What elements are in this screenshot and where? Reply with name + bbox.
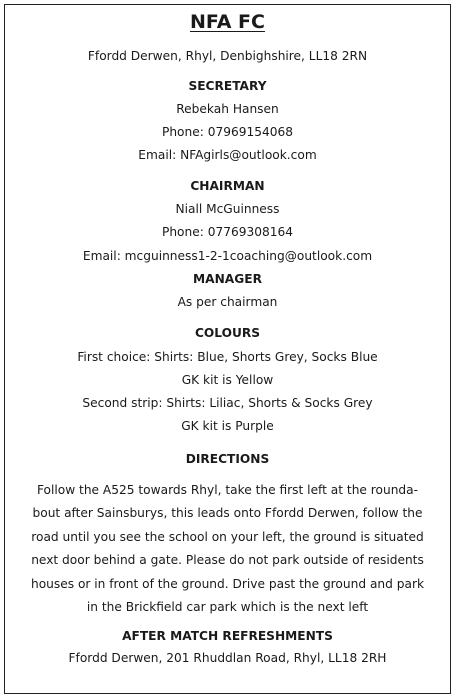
colours-second-gk: GK kit is Purple bbox=[181, 419, 274, 433]
refreshments-heading: AFTER MATCH REFRESHMENTS bbox=[122, 629, 333, 643]
chairman-phone: Phone: 07769308164 bbox=[161, 225, 294, 239]
directions-line: in the Brickfield car park which is the next left bbox=[86, 600, 369, 615]
secretary-email: Email: NFAgirls@outlook.com bbox=[138, 148, 317, 162]
directions-line: road until you see the school on your left, the ground is situated bbox=[31, 529, 424, 544]
manager-text: As per chairman bbox=[177, 295, 278, 309]
club-info-card bbox=[4, 4, 451, 694]
colours-first-gk: GK kit is Yellow bbox=[181, 373, 274, 387]
secretary-phone: Phone: 07969154068 bbox=[161, 125, 294, 139]
directions-line: next door behind a gate. Please do not park outside of residents bbox=[31, 553, 424, 568]
chairman-name: Niall McGuinness bbox=[175, 202, 280, 216]
secretary-name: Rebekah Hansen bbox=[176, 102, 279, 116]
colours-heading: COLOURS bbox=[194, 326, 261, 340]
chairman-email: Email: mcguinness1-2-1coaching@outlook.com bbox=[82, 249, 373, 263]
refreshments-address: Ffordd Derwen, 201 Rhuddlan Road, Rhyl, LL18 2RH bbox=[68, 651, 387, 665]
colours-first-choice: First choice: Shirts: Blue, Shorts Grey, Socks Blue bbox=[77, 350, 378, 364]
directions-line: bout after Sainsburys, this leads onto Ffordd Derwen, follow the bbox=[32, 506, 423, 521]
chairman-heading: CHAIRMAN bbox=[190, 179, 265, 193]
directions-line: Follow the A525 towards Rhyl, take the first left at the rounda- bbox=[36, 483, 419, 497]
directions-paragraph bbox=[15, 479, 440, 619]
directions-line: houses or in front of the ground. Drive past the ground and park bbox=[30, 576, 425, 591]
secretary-heading: SECRETARY bbox=[188, 79, 267, 93]
club-address: Ffordd Derwen, Rhyl, Denbighshire, LL18 2RN bbox=[87, 49, 368, 63]
directions-heading: DIRECTIONS bbox=[185, 452, 270, 466]
colours-second-strip: Second strip: Shirts: Liliac, Shorts & Socks Grey bbox=[82, 396, 373, 410]
manager-heading: MANAGER bbox=[193, 272, 262, 286]
club-title: NFA FC bbox=[190, 11, 265, 33]
